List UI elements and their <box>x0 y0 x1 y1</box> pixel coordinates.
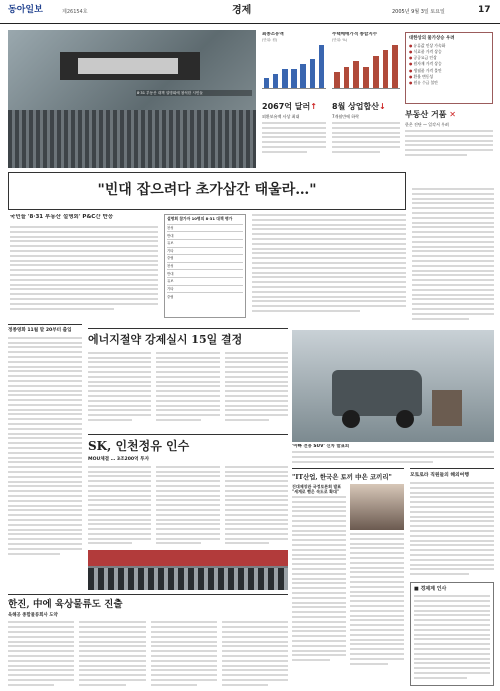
sk-headline: SK, 인천정유 인수 <box>88 439 190 453</box>
bullet-icon: ● <box>409 42 413 48</box>
sidebar-story <box>410 468 494 578</box>
indicator-label: 식료품 가격 상승 <box>413 48 442 54</box>
indicator-label: 원자재 가격 상승 <box>413 61 442 67</box>
table-row <box>167 224 243 232</box>
chart-2-title: 주택매매가격 종합지수 <box>332 32 378 37</box>
suv-photo <box>292 330 494 442</box>
table-cell: 찬성 <box>167 225 174 230</box>
china-subhead: 육해공 종합물류회사 도약 <box>8 612 58 618</box>
issue-date: 2005년 9월 3일 토요일 <box>392 9 445 15</box>
chart-bar <box>291 69 296 88</box>
summary-headline: 부동산 거품 <box>405 110 447 119</box>
lead-table <box>164 214 246 318</box>
lead-body-2 <box>252 214 406 318</box>
lead-headline: "빈대 잡으려다 초가삼간 태울라…" <box>97 182 317 199</box>
chart-1-unit: (단위: 원) <box>262 37 278 42</box>
it-headline: "IT산업, 한국은 토끼 中은 코끼리" <box>292 473 392 481</box>
summary-subhead: 7개월만에 하락 <box>332 114 360 119</box>
lead-headline-box <box>8 172 406 210</box>
summary-1 <box>262 102 326 182</box>
indicator-item <box>409 56 489 61</box>
table-row <box>167 285 243 293</box>
table-title: 설명회 참가자 10명의 8·31 대책 평가 <box>167 216 233 221</box>
chart-bar <box>344 67 350 89</box>
bullet-icon: ● <box>409 74 413 80</box>
lead-subhead: 국민들 '8·31 부동산 설명회' P&C간 반응 <box>10 214 114 220</box>
table-row <box>167 239 243 247</box>
indicator-label: 생필품 가격 불안 <box>413 67 442 73</box>
chart-bar <box>264 78 269 88</box>
energy-headline: 에너지절약 강제실시 15일 결정 <box>88 333 243 346</box>
table-row <box>167 247 243 255</box>
top-photo <box>8 30 256 168</box>
indicator-title: 대한상의 물가상승 우려 <box>409 36 455 41</box>
section-title: 경제 <box>232 5 252 16</box>
table-cell: 기타 <box>167 286 174 291</box>
arrow-up-icon: ↑ <box>310 102 317 111</box>
suv-caption: '아빠 전용 SUV' 신차 발표회 <box>292 444 350 449</box>
left-column-headline: 정종영화 11월 말 20부터 출입 <box>8 328 72 333</box>
chart-bar <box>300 64 305 88</box>
china-story <box>8 594 288 688</box>
chart-2-plot <box>332 45 400 89</box>
bullet-icon: ● <box>409 61 413 67</box>
summary-subhead: 외환보유액 사상 최대 <box>262 114 300 119</box>
masthead <box>0 0 500 24</box>
indicator-label: 원유 수급 불안 <box>413 80 438 86</box>
people-box <box>410 582 494 686</box>
indicator-item <box>409 81 489 86</box>
right-column-body <box>412 188 494 330</box>
table-cell: 기타 <box>167 248 174 253</box>
summary-subhead: 한은 진단 — 일각서 우려 <box>405 122 449 127</box>
photo-caption: 8·31 부동산 대책 설명회에 참석한 시민들 <box>136 90 252 96</box>
lead-body <box>10 226 158 316</box>
chart-bar <box>334 72 340 88</box>
chart-box-1 <box>262 32 326 94</box>
sk-subhead: MOU체결 … 3조200억 투자 <box>88 457 150 462</box>
china-headline: 한진, 中에 육상물류도 진출 <box>8 599 123 610</box>
chart-bar <box>383 50 389 88</box>
chart-2-unit: (단위: %) <box>332 37 348 42</box>
summary-headline: 8월 상업합산 <box>332 102 379 111</box>
chart-bar <box>319 45 324 88</box>
bullet-icon: ● <box>409 55 413 61</box>
chart-bar <box>363 67 369 89</box>
chart-1-plot <box>262 45 326 89</box>
table-cell: 반대 <box>167 233 174 238</box>
table-row <box>167 254 243 262</box>
sidebar-headline: 모토로라 직원들의 해외여행 <box>410 473 469 478</box>
suv-caption-body <box>292 451 494 465</box>
arrow-down-icon: ↓ <box>379 102 386 111</box>
left-column-story <box>8 324 82 572</box>
it-subhead: 진대제장관 국정토론회 발표 <box>292 484 342 489</box>
bullet-icon: ● <box>409 80 413 86</box>
table-row <box>167 292 243 300</box>
chart-bar <box>353 61 359 88</box>
issue-number: 제26154호 <box>62 9 88 15</box>
it-quote: "세계로 뻗은 속도로 확대" <box>292 489 339 494</box>
indicator-label: 유류값 인상 가속화 <box>413 42 446 48</box>
bullet-icon: ● <box>409 67 413 73</box>
table-cell: 유보 <box>167 241 174 246</box>
indicator-item <box>409 50 489 55</box>
summary-3 <box>405 110 493 182</box>
cross-icon: ✕ <box>449 110 456 119</box>
table-row <box>167 277 243 285</box>
table-cell: 찬성 <box>167 264 174 269</box>
chart-box-2 <box>332 32 400 94</box>
bullet-icon: ● <box>409 48 413 54</box>
chart-bar <box>373 56 379 88</box>
chart-1-title: 최종소유액 <box>262 32 284 37</box>
newspaper-logo: 동아일보 <box>8 5 43 15</box>
ceremony-photo <box>88 550 288 590</box>
table-row <box>167 269 243 277</box>
people-box-title: ■ 경제계 인사 <box>414 586 447 592</box>
summary-headline: 2067억 달러 <box>262 102 311 111</box>
page-number: 17 <box>478 5 491 15</box>
indicator-box <box>405 32 493 104</box>
energy-story <box>88 328 288 430</box>
sk-story <box>88 434 288 546</box>
it-story <box>292 468 404 688</box>
indicator-label: 환율 변동성 <box>413 74 434 80</box>
indicator-label: 공공요금 인상 <box>413 55 437 61</box>
table-cell: 반대 <box>167 271 174 276</box>
chart-bar <box>392 45 398 88</box>
chart-bar <box>282 69 287 88</box>
table-row <box>167 231 243 239</box>
table-cell: 유보 <box>167 279 174 284</box>
indicator-item <box>409 69 489 74</box>
table-cell: 중립 <box>167 294 174 299</box>
indicator-item <box>409 44 489 49</box>
indicator-item <box>409 75 489 80</box>
table-cell: 중립 <box>167 256 174 261</box>
table-row <box>167 262 243 270</box>
chart-bar <box>310 59 315 88</box>
chart-bar <box>273 74 278 88</box>
indicator-item <box>409 62 489 67</box>
summary-2 <box>332 102 400 182</box>
portrait-photo <box>350 484 404 530</box>
